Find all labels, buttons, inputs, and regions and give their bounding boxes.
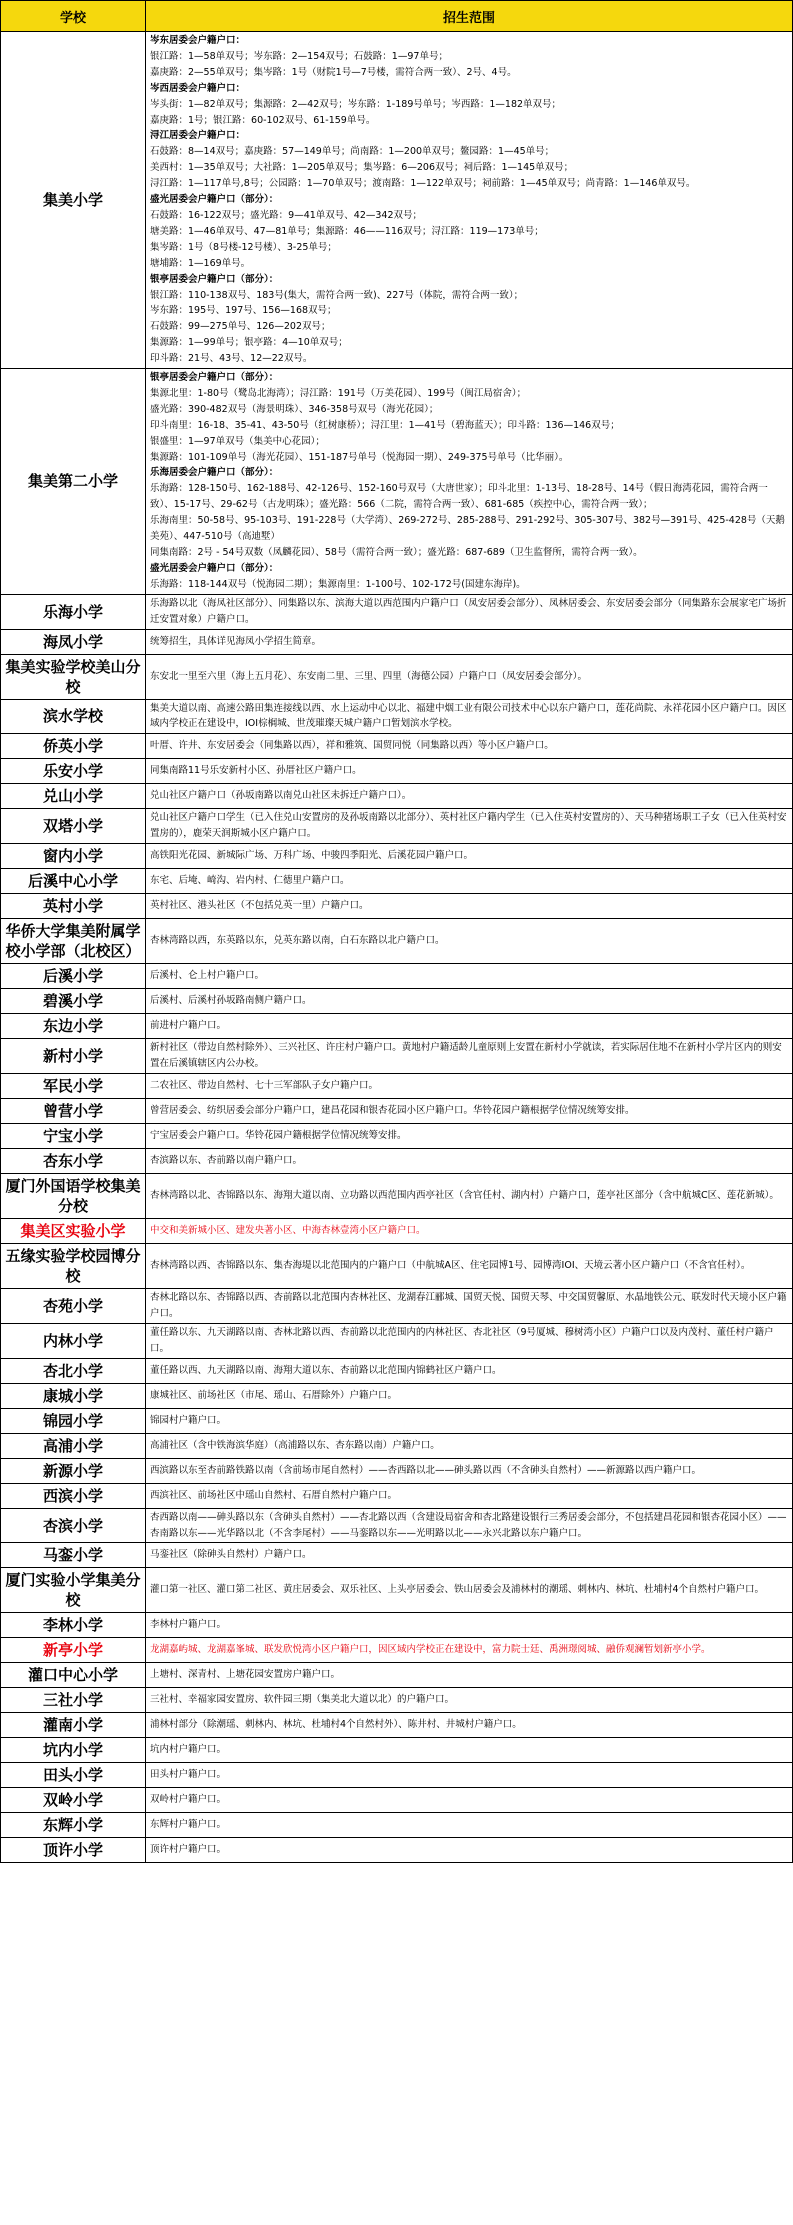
- address-line: 乐海路：118-144双号（悦海园二期）；集源南里：1-100号、102-172号(国建东海岸)。: [150, 578, 526, 590]
- table-row: [1, 32, 793, 369]
- address-line: 乐海路：128-150号、162-188号、42-126号、152-160号双号（大唐世家）；印斗北里：1-13号、18-28号、14号（假日海湾花园，需符合两一致）、15-17号、29-62号（古龙明珠）；盛光路：566（二院，需符合两一致）、681-685（疾控中心，需符合两一致）；: [150, 483, 768, 511]
- school-name: 兑山小学: [1, 784, 146, 809]
- address-line: 石鼓路：99—275单号、126—202双号；: [150, 321, 331, 333]
- enrollment-range: 新村社区（带边自然村除外）、三兴社区、许庄村户籍户口。黄地村户籍适龄儿童原则上安置在新村小学就读，若实际居住地不在新村小学片区内的则安置在后溪镇辖区内公办校。: [146, 1039, 793, 1074]
- school-name: 后溪小学: [1, 964, 146, 989]
- enrollment-range: [146, 369, 793, 595]
- district-heading: 银亭居委会户籍户口（部分）：: [150, 273, 279, 285]
- address-line: 塘埔路：1—169单号。: [150, 257, 251, 269]
- enrollment-range: 田头村户籍户口。: [146, 1763, 793, 1788]
- address-line: 银盛里：1—97单双号（集美中心花园）；: [150, 435, 325, 447]
- enrollment-range: 董任路以东、九天湖路以南、杏林北路以西、杏前路以北范围内的内林社区、杏北社区（9号厦城、穆树湾小区）户籍户口以及内茂村、董任村户籍户口。: [146, 1323, 793, 1358]
- table-row: [1, 894, 793, 919]
- school-name: 李林小学: [1, 1613, 146, 1638]
- table-row: [1, 1148, 793, 1173]
- table-row: [1, 964, 793, 989]
- table-row: [1, 1288, 793, 1323]
- table-header-row: [1, 1, 793, 32]
- enrollment-range: 叶厝、许井、东安居委会（同集路以西），祥和雅筑、国贸同悦（同集路以西）等小区户籍户口。: [146, 734, 793, 759]
- table-row: [1, 1688, 793, 1713]
- address-line: 集源路：101-109单号（海光花园）、151-187号单号（悦海园一期）、249-375号单号（比华丽）。: [150, 451, 569, 463]
- table-row: [1, 1358, 793, 1383]
- table-row: [1, 1813, 793, 1838]
- school-name: 侨英小学: [1, 734, 146, 759]
- table-row: [1, 1383, 793, 1408]
- header-range: 招生范围: [146, 1, 793, 32]
- table-row: [1, 1458, 793, 1483]
- school-name: 内林小学: [1, 1323, 146, 1358]
- enrollment-range: 杏林湾路以西，东英路以东，兑英东路以南，白石东路以北户籍户口。: [146, 919, 793, 964]
- enrollment-range: 兑山社区户籍户口学生（已入住兑山安置房的及孙坂南路以北部分）、英村社区户籍内学生（已入住英村安置房的）、天马种猪场职工子女（已入住英村安置房的），鹿荣天润斯城小区户籍户口。: [146, 809, 793, 844]
- school-name: 集美第二小学: [1, 369, 146, 595]
- enrollment-range: 前进村户籍户口。: [146, 1014, 793, 1039]
- school-name: 马銮小学: [1, 1543, 146, 1568]
- enrollment-range: 同集南路11号乐安新村小区、孙厝社区户籍户口。: [146, 759, 793, 784]
- school-name: 英村小学: [1, 894, 146, 919]
- enrollment-range: 双岭村户籍户口。: [146, 1788, 793, 1813]
- table-row: [1, 1738, 793, 1763]
- enrollment-range: 杏林北路以东、杏锦路以西、杏前路以北范围内杏林社区、龙湖春江郦城、国贸天悦、国贸天琴、中交国贸馨原、水晶地铁公元、联发时代天境小区户籍户口。: [146, 1288, 793, 1323]
- address-line: 嘉庚路：1号；银江路：60-102双号、61-159单号。: [150, 114, 376, 126]
- district-heading: 盛光居委会户籍户口（部分）：: [150, 194, 279, 206]
- table-row: [1, 369, 793, 595]
- table-row: [1, 809, 793, 844]
- school-name: 高浦小学: [1, 1433, 146, 1458]
- school-name: 乐海小学: [1, 594, 146, 629]
- school-name: 杏滨小学: [1, 1508, 146, 1543]
- table-row: [1, 1788, 793, 1813]
- table-body: [1, 32, 793, 1863]
- table-row: [1, 869, 793, 894]
- school-name: 厦门外国语学校集美分校: [1, 1173, 146, 1218]
- enrollment-range: 高铁阳光花园、新城际广场、万科广场、中骏四季阳光、后溪花园户籍户口。: [146, 844, 793, 869]
- address-line: 印斗南里：16-18、35-41、43-50号（红树康桥）；浔江里：1—41号（碧海蓝天）；印斗路：136—146双号；: [150, 419, 620, 431]
- enrollment-range: 三社村、幸福家园安置房、软件园三期（集美北大道以北）的户籍户口。: [146, 1688, 793, 1713]
- table-row: [1, 1408, 793, 1433]
- enrollment-range: 杏滨路以东、杏前路以南户籍户口。: [146, 1148, 793, 1173]
- table-row: [1, 989, 793, 1014]
- enrollment-range: 顶许村户籍户口。: [146, 1838, 793, 1863]
- school-name: 后溪中心小学: [1, 869, 146, 894]
- table-row: [1, 844, 793, 869]
- enrollment-range: 集美大道以南、高速公路田集连接线以西、水上运动中心以北、福建中烟工业有限公司技术中心以东户籍户口，莲花尚院、永祥花园小区户籍户口。因区域内学校正在建设中，IOI棕榈城、世茂璀璨天城户籍户口暂划滨水学校。: [146, 699, 793, 734]
- district-heading: 浔江居委会户籍户口：: [150, 130, 246, 142]
- school-name: 杏北小学: [1, 1358, 146, 1383]
- enrollment-range: 东宅、后埯、崎沟、岩内村、仁德里户籍户口。: [146, 869, 793, 894]
- table-row: [1, 1123, 793, 1148]
- address-line: 石鼓路：8—14双号；嘉庚路：57—149单号；尚南路：1—200单双号；鳌园路：1—45单号；: [150, 146, 555, 158]
- address-line: 同集南路：2号 - 54号双数（凤麟花园）、58号（需符合两一致）；盛光路：687-689（卫生监督所，需符合两一致）。: [150, 547, 643, 558]
- school-name: 双塔小学: [1, 809, 146, 844]
- address-line: 岑头街：1—82单双号；集源路：2—42双号；岑东路：1-189号单号；岑西路：1—182单双号；: [150, 98, 562, 110]
- table-row: [1, 1243, 793, 1288]
- school-name: 新亭小学: [1, 1638, 146, 1663]
- school-name: 坑内小学: [1, 1738, 146, 1763]
- school-name: 华侨大学集美附属学校小学部（北校区）: [1, 919, 146, 964]
- enrollment-range: 西滨路以东至杏前路铁路以南（含前场市尾自然村）——杏西路以北——砷头路以西（不含砷头自然村）——新源路以西户籍户口。: [146, 1458, 793, 1483]
- school-name: 曾营小学: [1, 1098, 146, 1123]
- enrollment-range: 英村社区、港头社区（不包括兑英一里）户籍户口。: [146, 894, 793, 919]
- address-line: 集岑路：1号（8号楼-12号楼）、3-25单号；: [150, 241, 337, 253]
- school-name: 顶许小学: [1, 1838, 146, 1863]
- district-heading: 盛光居委会户籍户口（部分）：: [150, 562, 279, 574]
- table-row: [1, 1713, 793, 1738]
- header-school: 学校: [1, 1, 146, 32]
- enrollment-range: 中交和美新城小区、建发央著小区、中海杏林壹湾小区户籍户口。: [146, 1218, 793, 1243]
- school-name: 海凤小学: [1, 629, 146, 654]
- address-line: 银江路：110-138双号、183号(集大，需符合两一致)、227号（体院，需符合两一致）；: [150, 289, 524, 301]
- school-name: 新源小学: [1, 1458, 146, 1483]
- table-row: [1, 1568, 793, 1613]
- enrollment-range: 康城社区、前场社区（市尾、瑶山、石厝除外）户籍户口。: [146, 1383, 793, 1408]
- school-name: 窗内小学: [1, 844, 146, 869]
- address-line: 集源路：1—99单号；银亭路：4—10单双号；: [150, 337, 348, 349]
- school-name: 集美实验学校美山分校: [1, 654, 146, 699]
- table-row: [1, 919, 793, 964]
- table-row: [1, 594, 793, 629]
- address-line: 银江路：1—58单双号；岑东路：2—154双号；石鼓路：1—97单号；: [150, 50, 448, 62]
- table-row: [1, 1543, 793, 1568]
- school-name: 锦园小学: [1, 1408, 146, 1433]
- district-heading: 岑西居委会户籍户口：: [150, 82, 246, 94]
- school-name: 灌南小学: [1, 1713, 146, 1738]
- school-name: 灌口中心小学: [1, 1663, 146, 1688]
- table-row: [1, 1763, 793, 1788]
- district-heading: 岑东居委会户籍户口：: [150, 35, 246, 46]
- enrollment-range: 曾营居委会、纺织居委会部分户籍户口，建昌花园和银杏花园小区户籍户口。华铃花园户籍根据学位情况统筹安排。: [146, 1098, 793, 1123]
- table-row: [1, 1663, 793, 1688]
- enrollment-range: 统筹招生，具体详见海凤小学招生简章。: [146, 629, 793, 654]
- school-name: 乐安小学: [1, 759, 146, 784]
- enrollment-range: 上塘村、深青村、上塘花园安置房户籍户口。: [146, 1663, 793, 1688]
- address-line: 嘉庚路：2—55单双号；集岑路：1号（财院1号—7号楼，需符合两一致）、2号、4号。: [150, 66, 517, 78]
- address-line: 乐海南里：50-58号、95-103号、191-228号（大学湾）、269-272号、285-288号、291-292号、305-307号、382号—391号、425-428号（天鹅美苑）、447-510号（高迪墅）: [150, 515, 785, 543]
- enrollment-range: 李林村户籍户口。: [146, 1613, 793, 1638]
- address-line: 浔江路：1—117单号,8号；公园路：1—70单双号；渡南路：1—122单双号；祠前路：1—45单双号；尚青路：1—146单双号。: [150, 178, 696, 190]
- enrollment-range: 乐海路以北（海凤社区部分）、同集路以东、滨海大道以西范围内户籍户口（凤安居委会部分）、凤林居委会、东安居委会部分（同集路东会展家宅广场折迁安置对象）户籍户口。: [146, 594, 793, 629]
- enrollment-range: 高浦社区（含中铁海滨华庭）（高浦路以东、杏东路以南）户籍户口。: [146, 1433, 793, 1458]
- address-line: 印斗路：21号、43号、12—22双号。: [150, 353, 313, 365]
- enrollment-range: 杏林湾路以北、杏锦路以东、海翔大道以南、立功路以西范围内西亭社区（含官任村、湖内村）户籍户口，莲亭社区部分（含中航城C区、莲花新城）。: [146, 1173, 793, 1218]
- enrollment-range: [146, 32, 793, 369]
- enrollment-range: 宁宝居委会户籍户口。华铃花园户籍根据学位情况统筹安排。: [146, 1123, 793, 1148]
- address-line: 岑东路：195号、197号、156—168双号；: [150, 305, 337, 317]
- school-name: 五缘实验学校园博分校: [1, 1243, 146, 1288]
- table-row: [1, 1638, 793, 1663]
- enrollment-range: 兑山社区户籍户口（孙坂南路以南兑山社区未拆迁户籍户口）。: [146, 784, 793, 809]
- school-name: 碧溪小学: [1, 989, 146, 1014]
- school-name: 厦门实验小学集美分校: [1, 1568, 146, 1613]
- table-row: [1, 1098, 793, 1123]
- enrollment-range: 西滨社区、前场社区中瑶山自然村、石厝自然村户籍户口。: [146, 1483, 793, 1508]
- table-row: [1, 759, 793, 784]
- table-row: [1, 1173, 793, 1218]
- table-row: [1, 1039, 793, 1074]
- table-row: [1, 699, 793, 734]
- enrollment-range: 马銮社区（除砷头自然村）户籍户口。: [146, 1543, 793, 1568]
- table-row: [1, 1014, 793, 1039]
- district-heading: 银亭居委会户籍户口（部分）：: [150, 372, 279, 384]
- school-name: 新村小学: [1, 1039, 146, 1074]
- enrollment-range: 二农社区、带边自然村、七十三军部队子女户籍户口。: [146, 1073, 793, 1098]
- address-line: 集源北里：1-80号（鹭岛北海湾）；浔江路：191号（万美花园）、199号（闽江局宿舍）；: [150, 387, 527, 399]
- school-name: 宁宝小学: [1, 1123, 146, 1148]
- school-name: 东辉小学: [1, 1813, 146, 1838]
- address-line: 盛光路：390-482双号（海景明珠）、346-358号双号（海光花园）；: [150, 403, 439, 415]
- address-line: 石鼓路：16-122双号；盛光路：9—41单双号、42—342双号；: [150, 209, 423, 221]
- table-row: [1, 1073, 793, 1098]
- enrollment-range: 杏西路以南——砷头路以东（含砷头自然村）——杏北路以西（含建设局宿舍和杏北路建设银行三秀居委会部分，不包括建昌花园和银杏花园小区）——杏南路以东——光华路以北（不含李尾村）——马銮路以东——光明路以北——永兴北路以东户籍户口。: [146, 1508, 793, 1543]
- school-name: 杏东小学: [1, 1148, 146, 1173]
- enrollment-range: 灌口第一社区、灌口第二社区、黄庄居委会、双乐社区、上头亭居委会、铁山居委会及浦林村的潮瑶、刺林内、林坑、杜埔村4个自然村户籍户口。: [146, 1568, 793, 1613]
- enrollment-range: 东安北一里至六里（海上五月花）、东安南二里、三里、四里（海德公园）户籍户口（凤安居委会部分）。: [146, 654, 793, 699]
- enrollment-range: 后溪村、后溪村孙坂路南侧户籍户口。: [146, 989, 793, 1014]
- district-heading: 乐海居委会户籍户口（部分）：: [150, 467, 279, 479]
- enrollment-range: 锦园村户籍户口。: [146, 1408, 793, 1433]
- address-line: 美西村：1—35单双号；大社路：1—205单双号；集岑路：6—206双号；祠后路：1—145单双号；: [150, 162, 574, 174]
- enrollment-range: 坑内村户籍户口。: [146, 1738, 793, 1763]
- table-row: [1, 784, 793, 809]
- table-row: [1, 1838, 793, 1863]
- enrollment-range: 东辉村户籍户口。: [146, 1813, 793, 1838]
- school-name: 滨水学校: [1, 699, 146, 734]
- table-row: [1, 1218, 793, 1243]
- table-row: [1, 734, 793, 759]
- enrollment-range: 后溪村、仑上村户籍户口。: [146, 964, 793, 989]
- school-name: 双岭小学: [1, 1788, 146, 1813]
- table-row: [1, 654, 793, 699]
- table-row: [1, 1613, 793, 1638]
- table-row: [1, 1483, 793, 1508]
- school-name: 杏苑小学: [1, 1288, 146, 1323]
- table-row: [1, 1323, 793, 1358]
- school-name: 康城小学: [1, 1383, 146, 1408]
- table-row: [1, 629, 793, 654]
- school-name: 三社小学: [1, 1688, 146, 1713]
- school-name: 东边小学: [1, 1014, 146, 1039]
- enrollment-range: 龙湖嘉屿城、龙湖嘉峯城、联发欣悦湾小区户籍户口，因区域内学校正在建设中，富力院士廷、禹洲璟阅城、融侨观澜暂划新亭小学。: [146, 1638, 793, 1663]
- table-row: [1, 1508, 793, 1543]
- enrollment-range: 杏林湾路以西、杏锦路以东、集杏海堤以北范围内的户籍户口（中航城A区、住宅园博1号、园博湾IOI、天境云著小区户籍户口（不含官任村）。: [146, 1243, 793, 1288]
- school-name: 军民小学: [1, 1073, 146, 1098]
- school-name: 集美小学: [1, 32, 146, 369]
- enrollment-range: 董任路以西、九天湖路以南、海翔大道以东、杏前路以北范围内锦鹤社区户籍户口。: [146, 1358, 793, 1383]
- school-name: 田头小学: [1, 1763, 146, 1788]
- school-name: 集美区实验小学: [1, 1218, 146, 1243]
- table-row: [1, 1433, 793, 1458]
- enrollment-range: 浦林村部分（除潮瑶、刺林内、林坑、杜埔村4个自然村外）、陈井村、井城村户籍户口。: [146, 1713, 793, 1738]
- address-line: 塘美路：1—46单双号、47—81单号；集源路：46——116双号；浔江路：119—173单号；: [150, 225, 544, 237]
- school-name: 西滨小学: [1, 1483, 146, 1508]
